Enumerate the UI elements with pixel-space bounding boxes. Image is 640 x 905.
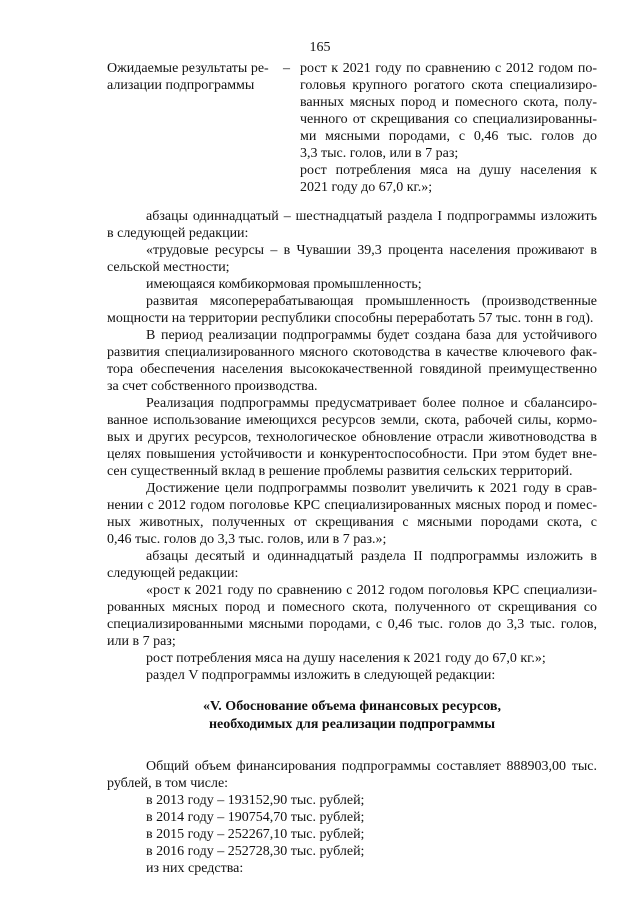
text-line: развития специализированного мясного скотоводства в качестве ключевого фак-	[107, 345, 597, 360]
paragraph	[107, 650, 597, 667]
label-dash: –	[283, 61, 290, 76]
text-line: «рост к 2021 году по сравнению с 2012 годом поголовья КРС специализи-	[146, 583, 597, 598]
paragraph	[107, 758, 597, 792]
text-line: из них средства:	[146, 861, 244, 876]
text-line: сельской местности;	[107, 260, 230, 275]
text-line: абзацы одиннадцатый – шестнадцатый раздела I подпрограммы изложить	[146, 209, 597, 224]
paragraph	[107, 395, 597, 480]
paragraph	[107, 860, 597, 877]
paragraph	[107, 327, 597, 395]
paragraph	[107, 480, 597, 548]
heading-line: необходимых для реализации подпрограммы	[208, 717, 496, 732]
text-line: следующей редакции:	[107, 566, 239, 581]
text-line: имеющаяся комбикормовая промышленность;	[146, 277, 422, 292]
text-line: за счет собственного производства.	[107, 379, 318, 394]
text-line: Общий объем финансирования подпрограммы составляет 888903,00 тыс.	[146, 759, 597, 774]
label-line: Ожидаемые результаты ре-	[107, 61, 269, 76]
heading-line: «V. Обоснование объема финансовых ресурсов,	[203, 699, 501, 714]
text-line: рублей, в том числе:	[107, 776, 229, 791]
paragraph	[107, 582, 597, 650]
text-line: Достижение цели подпрограммы позволит увеличить к 2021 году в срав-	[146, 481, 597, 496]
paragraph	[107, 667, 597, 684]
value-line: ченного от скрещивания со специализированны-	[300, 112, 597, 127]
value-line: ми мясными породами, с 0,46 тыс. голов до	[300, 129, 597, 144]
text-line: мощности на территории республики способны переработать 57 тыс. тонн в год).	[107, 311, 594, 326]
text-line: абзацы десятый и одиннадцатый раздела II подпрограммы изложить в	[146, 549, 597, 564]
text-line: ванное использование имеющихся ресурсов земли, скота, рабочей силы, кормо-	[107, 413, 597, 428]
value-line: ванных мясных пород и помесного скота, полу-	[300, 95, 597, 110]
text-line: сен существенный вклад в решение проблемы развития сельских территорий.	[107, 464, 573, 479]
text-line: В период реализации подпрограммы будет создана база для устойчивого	[146, 328, 597, 343]
paragraph	[107, 242, 597, 276]
text-line: тора обеспечения населения высококачественной говядиной преимущественно	[107, 362, 597, 377]
text-line: вых и других ресурсов, технологическое обновление отрасли животноводства в	[107, 430, 597, 445]
text-line: раздел V подпрограммы изложить в следующей редакции:	[146, 668, 496, 683]
section-heading	[107, 698, 597, 734]
label-line: ализации подпрограммы	[107, 78, 255, 93]
funding-year-item: в 2013 году – 193152,90 тыс. рублей;	[146, 793, 365, 808]
funding-year-item: в 2015 году – 252267,10 тыс. рублей;	[146, 827, 365, 842]
paragraph	[107, 276, 597, 293]
text-line: рованных мясных пород и помесного скота, полученного от скрещивания со	[107, 600, 597, 615]
text-line: специализированными мясными породами, с 0,46 тыс. голов до 3,3 тыс. голов,	[107, 617, 597, 632]
paragraph	[107, 208, 597, 242]
expected-results-label	[107, 60, 277, 94]
page-number: 165	[309, 40, 331, 55]
funding-by-year-list	[107, 792, 597, 860]
text-line: развитая мясоперерабатывающая промышленность (производственные	[146, 294, 597, 309]
text-line: или в 7 раз;	[107, 634, 176, 649]
text-line: целях повышения устойчивости и конкурентоспособности. При этом будет вне-	[107, 447, 597, 462]
text-line: нении с 2012 годом поголовье КРС специализированных мясных пород и помес-	[107, 498, 597, 513]
value-line: рост потребления мяса на душу населения к	[300, 163, 597, 178]
text-line: в следующей редакции:	[107, 226, 249, 241]
value-line: 3,3 тыс. голов, или в 7 раз;	[300, 146, 459, 161]
value-line: головья крупного рогатого скота специализиро-	[300, 78, 597, 93]
expected-results-values	[300, 60, 597, 196]
text-line: «трудовые ресурсы – в Чувашии 39,3 процента населения проживают в	[146, 243, 597, 258]
text-line: Реализация подпрограммы предусматривает более полное и сбалансиро-	[146, 396, 597, 411]
funding-year-item: в 2014 году – 190754,70 тыс. рублей;	[146, 810, 365, 825]
funding-year-item: в 2016 году – 252728,30 тыс. рублей;	[146, 844, 365, 859]
text-line: рост потребления мяса на душу населения к 2021 году до 67,0 кг.»;	[146, 651, 546, 666]
text-line: ных животных, полученных от скрещивания с мясными породами скота, с	[107, 515, 597, 530]
document-body	[107, 208, 597, 877]
value-line: рост к 2021 году по сравнению с 2012 годом по-	[300, 61, 597, 76]
paragraph	[107, 293, 597, 327]
value-line: 2021 году до 67,0 кг.»;	[300, 180, 433, 195]
paragraph	[107, 548, 597, 582]
text-line: 0,46 тыс. голов до 3,3 тыс. голов, или в 7 раз.»;	[107, 532, 387, 547]
